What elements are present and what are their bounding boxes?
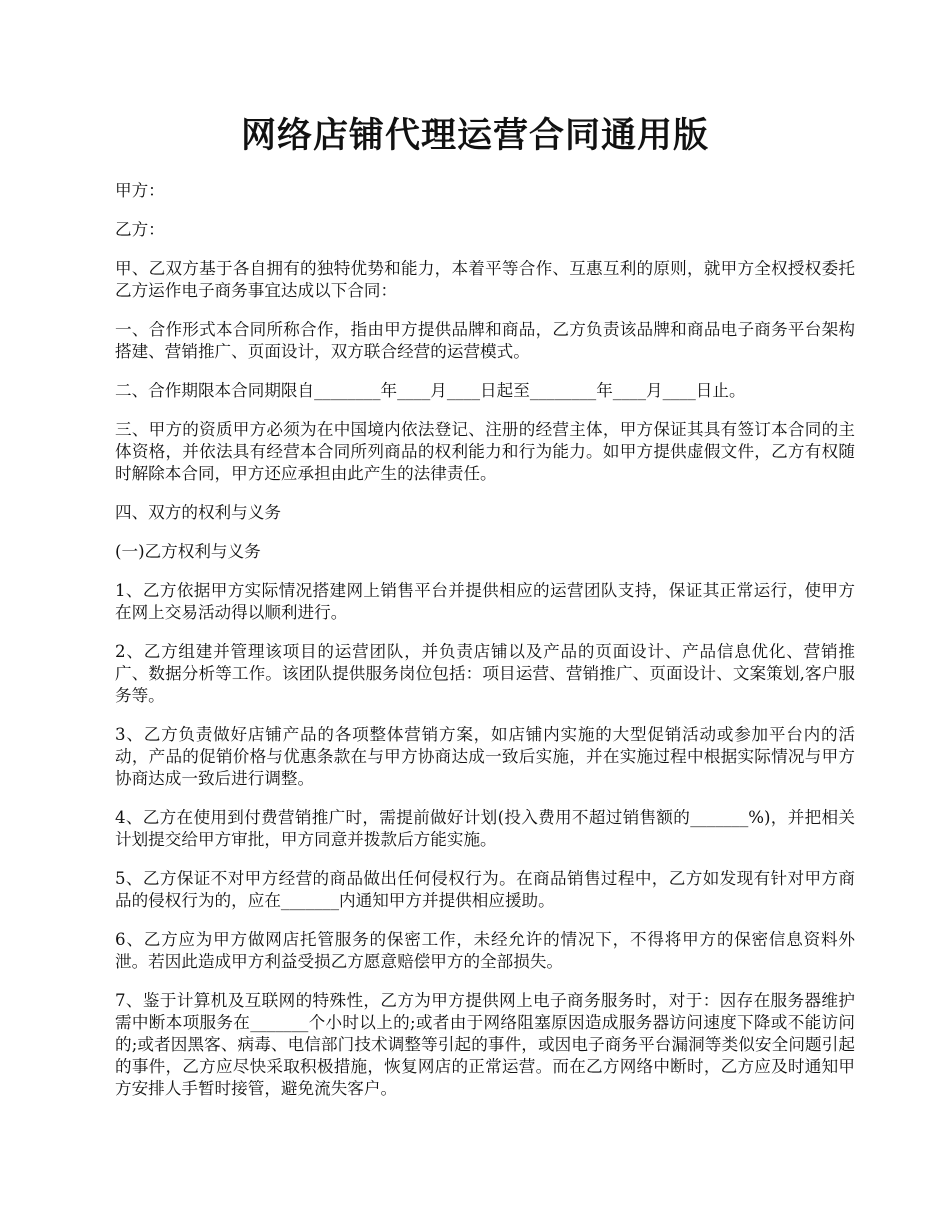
- party-b-line: 乙方：: [115, 220, 165, 239]
- document-body: [115, 180, 855, 1117]
- document-title: 网络店铺代理运营合同通用版: [240, 115, 709, 156]
- list-item-2: 2、乙方组建并管理该项目的运营团队，并负责店铺以及产品的页面设计、产品信息优化、营销推广、数据分析等工作。该团队提供服务岗位包括：项目运营、营销推广、页面设计、文案策划,客户服务等。: [115, 642, 855, 705]
- clause-cooperation-period: 二、合作期限本合同期限自________年____月____日起至________年____月____日止。: [115, 381, 746, 400]
- list-item-4: 4、乙方在使用到付费营销推广时，需提前做好计划(投入费用不超过销售额的_______%)，并把相关计划提交给甲方审批，甲方同意并拨款后方能实施。: [115, 808, 855, 849]
- subsection-heading-party-b: (一)乙方权利与义务: [115, 542, 261, 561]
- list-item-5: 5、乙方保证不对甲方经营的商品做出任何侵权行为。在商品销售过程中，乙方如发现有针对甲方商品的侵权行为的，应在_______内通知甲方并提供相应援助。: [115, 869, 855, 910]
- clause-party-a-qualification: 三、甲方的资质甲方必须为在中国境内依法登记、注册的经营主体，甲方保证其具有签订本合同的主体资格，并依法具有经营本合同所列商品的权利能力和行为能力。如甲方提供虚假文件，乙方有权随时解除本合同，甲方还应承担由此产生的法律责任。: [115, 420, 855, 483]
- list-item-3: 3、乙方负责做好店铺产品的各项整体营销方案，如店铺内实施的大型促销活动或参加平台内的活动，产品的促销价格与优惠条款在与甲方协商达成一致后实施，并在实施过程中根据实际情况与甲方协商达成一致后进行调整。: [115, 725, 855, 788]
- party-a-line: 甲方：: [115, 181, 165, 200]
- clause-cooperation-form: 一、合作形式本合同所称合作，指由甲方提供品牌和商品，乙方负责该品牌和商品电子商务平台架构搭建、营销推广、页面设计，双方联合经营的运营模式。: [115, 320, 855, 361]
- list-item-1: 1、乙方依据甲方实际情况搭建网上销售平台并提供相应的运营团队支持，保证其正常运行，使甲方在网上交易活动得以顺利进行。: [115, 581, 855, 622]
- preamble-paragraph: 甲、乙双方基于各自拥有的独特优势和能力，本着平等合作、互惠互利的原则，就甲方全权授权委托乙方运作电子商务事宜达成以下合同：: [115, 259, 855, 300]
- list-item-6: 6、乙方应为甲方做网店托管服务的保密工作，未经允许的情况下，不得将甲方的保密信息资料外泄。若因此造成甲方利益受损乙方愿意赔偿甲方的全部损失。: [115, 930, 855, 971]
- list-item-7: 7、鉴于计算机及互联网的特殊性，乙方为甲方提供网上电子商务服务时，对于：因存在服务器维护需中断本项服务在_______个小时以上的;或者由于网络阻塞原因造成服务器访问速度下降或不能访问的;或者因黑客、病毒、电信部门技术调整等引起的事件，或因电子商务平台漏洞等类似安全问题引起的事件，乙方应尽快采取积极措施，恢复网店的正常运营。而在乙方网络中断时，乙方应及时通知甲方安排人手暂时接管，避免流失客户。: [115, 991, 855, 1098]
- section-heading-rights-obligations: 四、双方的权利与义务: [115, 503, 281, 522]
